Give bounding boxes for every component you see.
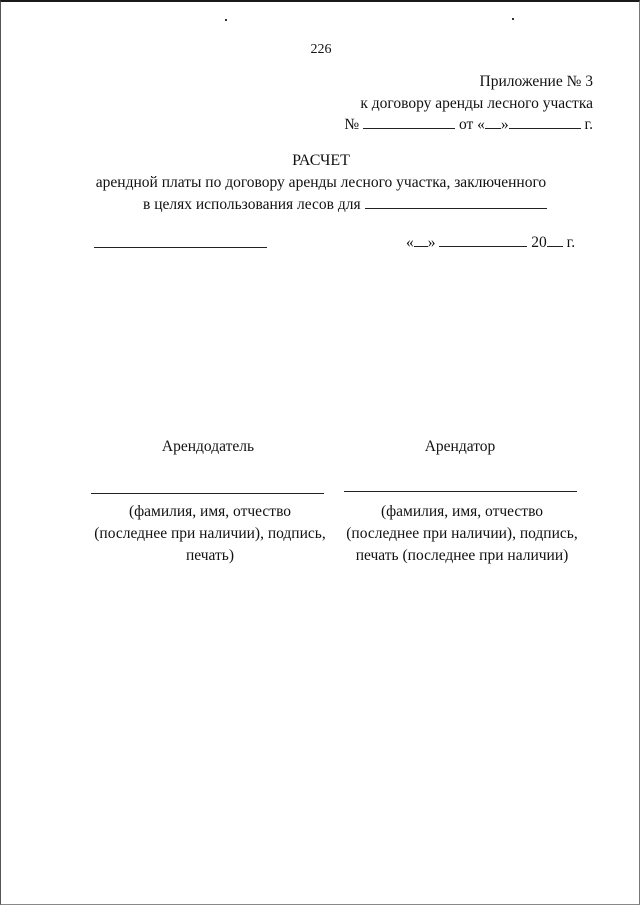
year-suffix: г.	[566, 234, 576, 251]
purpose-blank	[365, 207, 547, 209]
purpose-label: в целях использования лесов для	[143, 196, 361, 213]
contract-month-blank	[509, 127, 581, 129]
contract-number-blank	[363, 127, 455, 129]
lessor-signature-line	[91, 493, 324, 494]
number-sign: №	[344, 116, 360, 133]
scan-artifact	[512, 18, 514, 20]
caption-line: (фамилия, имя, отчество	[380, 503, 544, 520]
caption-line: (фамилия, имя, отчество	[128, 503, 292, 520]
appendix-reference: к договору аренды лесного участка	[360, 95, 593, 112]
document-title: РАСЧЕТ	[292, 152, 350, 169]
contract-date-prefix: от «	[458, 116, 485, 133]
document-date-line	[406, 234, 575, 252]
document-subtitle-line1: арендной платы по договору аренды лесного участка, заключенного	[95, 174, 547, 191]
month-blank	[439, 245, 527, 247]
lessee-title: Арендатор	[424, 438, 496, 455]
scan-artifact	[225, 19, 227, 21]
day-blank	[414, 245, 428, 247]
place-blank	[94, 247, 267, 248]
lessor-signature-caption	[87, 501, 333, 567]
lessor-title: Арендодатель	[161, 438, 255, 455]
caption-line: печать)	[185, 547, 235, 564]
year-blank	[547, 245, 563, 247]
contract-number-line	[344, 116, 593, 134]
year-century: 20	[531, 234, 547, 251]
lessee-signature-line	[344, 491, 577, 492]
lessee-signature-caption	[337, 501, 587, 567]
caption-line: (последнее при наличии), подпись,	[346, 525, 578, 542]
caption-line: (последнее при наличии), подпись,	[94, 525, 326, 542]
page-number: 226	[310, 42, 332, 57]
date-open-quote: «	[406, 234, 414, 251]
date-close-quote: »	[427, 234, 436, 251]
contract-date-mid: »	[500, 116, 509, 133]
appendix-label: Приложение № 3	[479, 73, 593, 90]
contract-year-suffix: г.	[584, 116, 593, 133]
contract-day-blank	[485, 127, 501, 129]
document-subtitle-line2	[143, 196, 547, 214]
caption-line: печать (последнее при наличии)	[355, 547, 569, 564]
